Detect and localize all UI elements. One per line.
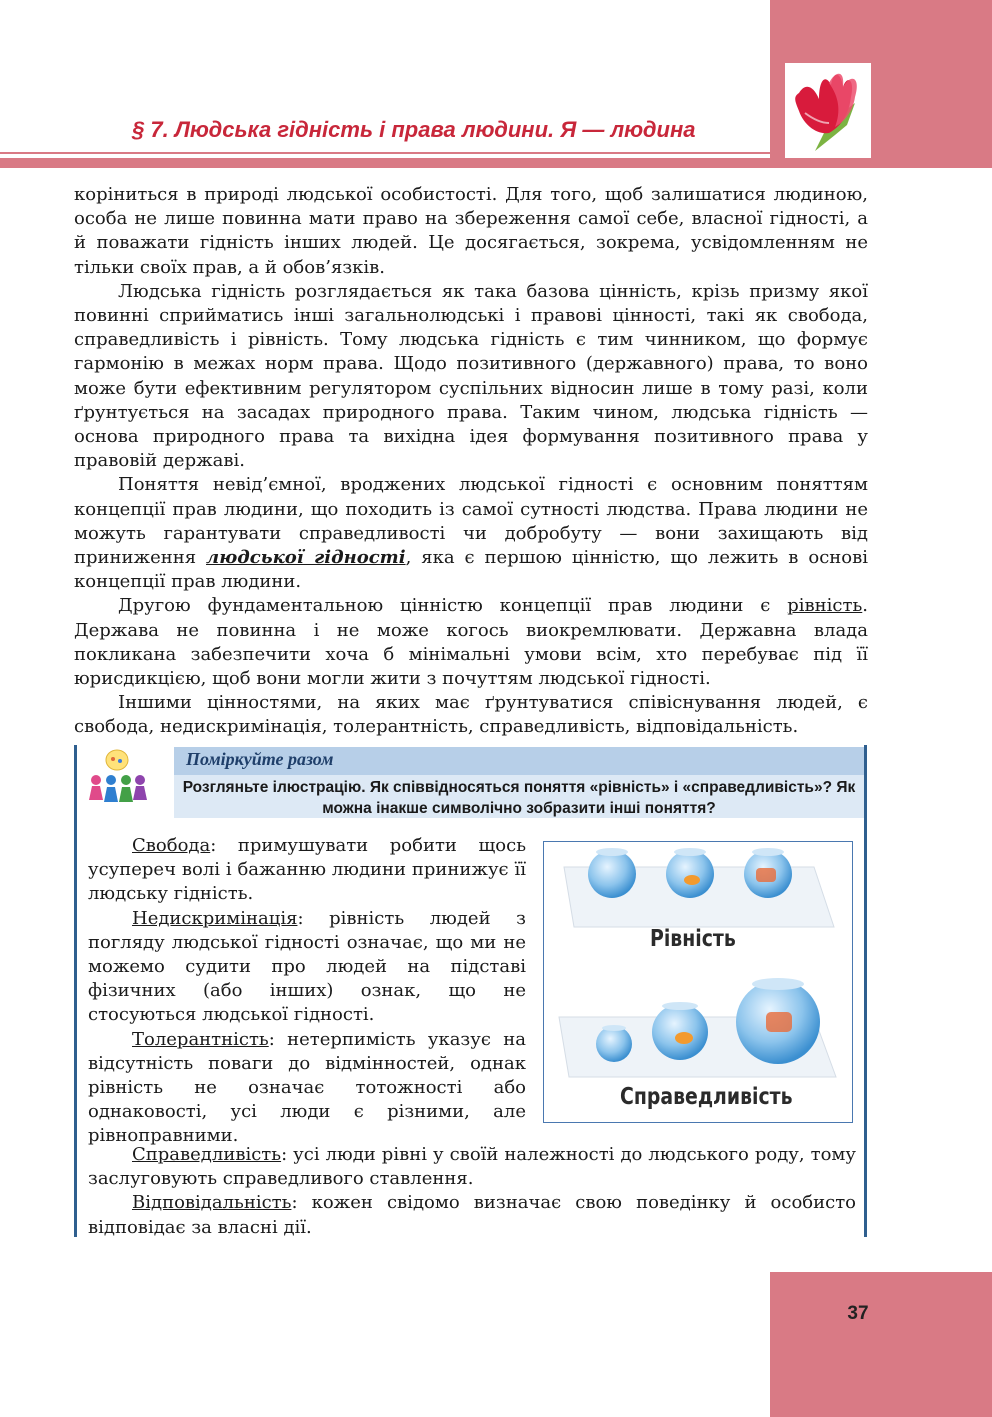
paragraph-4 xyxy=(74,594,868,691)
paragraph-3-end: , яка є першою цінністю, що лежить в основі концепції прав людини. xyxy=(74,547,869,593)
figure-label-equality: Рівність xyxy=(650,926,736,952)
paragraph-4-start: Другою фундаментальною цінністю концепції прав людини є xyxy=(118,595,788,617)
item-justice xyxy=(88,1143,856,1191)
term-equality: рівність xyxy=(787,595,863,617)
item-freedom xyxy=(88,834,526,907)
item-tolerance xyxy=(88,1028,526,1149)
fishbowls-illustration xyxy=(543,841,853,1123)
logo xyxy=(785,63,871,158)
emphasis-human-dignity: людської гідності xyxy=(206,547,406,569)
text-justice: : усі люди рівні у своїй належності до людського роду, тому заслуговують справедливого ставлення. xyxy=(88,1144,856,1190)
paragraph-2: Людська гідність розглядається як така базова цінність, крізь призму якої повинні сприйматись інші загальнолюдські і правові цінності, такі як свобода, справедливість і рівність. Тому людська гідність є тим чинником, що формує гармонію в межах норм права. Щодо позитивного (державного) права, то воно може бути ефективним регулятором суспільних відносин лише в тому разі, коли ґрунтується на засадах природного права. Таким чином, людська гідність — основа природного права та вихідна ідея формування позитивного права у правовій державі. xyxy=(74,280,868,472)
box-text-left xyxy=(88,834,526,1149)
box-text-full xyxy=(88,1143,856,1240)
footer-corner-block xyxy=(770,1272,992,1417)
fishbowls-drawing xyxy=(544,842,852,1122)
red-hands-logo-icon xyxy=(785,63,871,158)
text-freedom: : примушувати робити щось усупереч волі і бажанню людини принижує її людську гідність. xyxy=(88,835,526,905)
main-text xyxy=(74,183,868,740)
term-justice: Справедливість xyxy=(132,1144,282,1165)
item-nondiscrimination xyxy=(88,907,526,1028)
paragraph-3-start: Поняття невід’ємної, вроджених людської гідності є основним поняттям концепції прав людини, що походить із самої сутності людства. Права людини не можуть гарантувати справедливості чи добробуту — вони захищають від приниження xyxy=(74,474,868,569)
term-responsibility: Відповідальність xyxy=(132,1192,292,1214)
page-number: 37 xyxy=(847,1303,869,1324)
group-discussion-icon xyxy=(84,748,150,806)
box-right-border xyxy=(864,745,867,1237)
item-responsibility xyxy=(88,1191,856,1239)
page-title: § 7. Людська гідність і права людини. Я — людина xyxy=(132,117,696,142)
figure-label-justice: Справедливість xyxy=(620,1084,793,1110)
text-tolerance: : нетерпимість указує на відсутність поваги до відмінностей, однак рівність не означає тотожності або однаковості, усі люди є різними, але рівноправними. xyxy=(88,1028,526,1147)
box-task-text: Розгляньте ілюстрацію. Як співвідносяться поняття «рівність» і «справедливість»? Як можна інакше символічно зобразити інші поняття? xyxy=(182,779,856,817)
paragraph-3 xyxy=(74,473,868,594)
paragraph-1: коріниться в природі людської особистості. Для того, щоб залишатися людиною, особа не лише повинна мати право на збереження самої себе, власної гідності, а й поважати гідність інших людей. Це досягається, зокрема, усвідомленням не тільки своїх прав, а й обов’язків. xyxy=(74,184,868,278)
header-rule xyxy=(0,158,992,168)
text-responsibility: : кожен свідомо визначає свою поведінку й особисто відповідає за власні дії. xyxy=(88,1192,856,1238)
paragraph-4-end: . Держава не повинна і не може когось виокремлювати. Державна влада покликана забезпечити хоча б мінімальні умови всім, хто перебуває під її юрисдикцією, щоб вони могли жити з почуттям людської гідності. xyxy=(74,595,868,690)
paragraph-5: Іншими цінностями, на яких має ґрунтуватися співіснування людей, є свобода, недискримінація, толерантність, справедливість, відповідальність. xyxy=(74,692,868,738)
text-nondiscrimination: : рівність людей з погляду людської гідності означає, що ми не можемо судити про людей на підставі фізичних (або інших) ознак, що не стосуються людської гідності. xyxy=(88,907,526,1026)
box-left-border xyxy=(74,745,77,1237)
term-freedom: Свобода xyxy=(132,835,211,856)
header-rule-thin xyxy=(0,152,770,154)
term-tolerance: Толерантність xyxy=(132,1028,269,1050)
term-nondiscrimination: Недискримінація xyxy=(132,907,298,929)
box-title: Поміркуйте разом xyxy=(186,749,334,769)
